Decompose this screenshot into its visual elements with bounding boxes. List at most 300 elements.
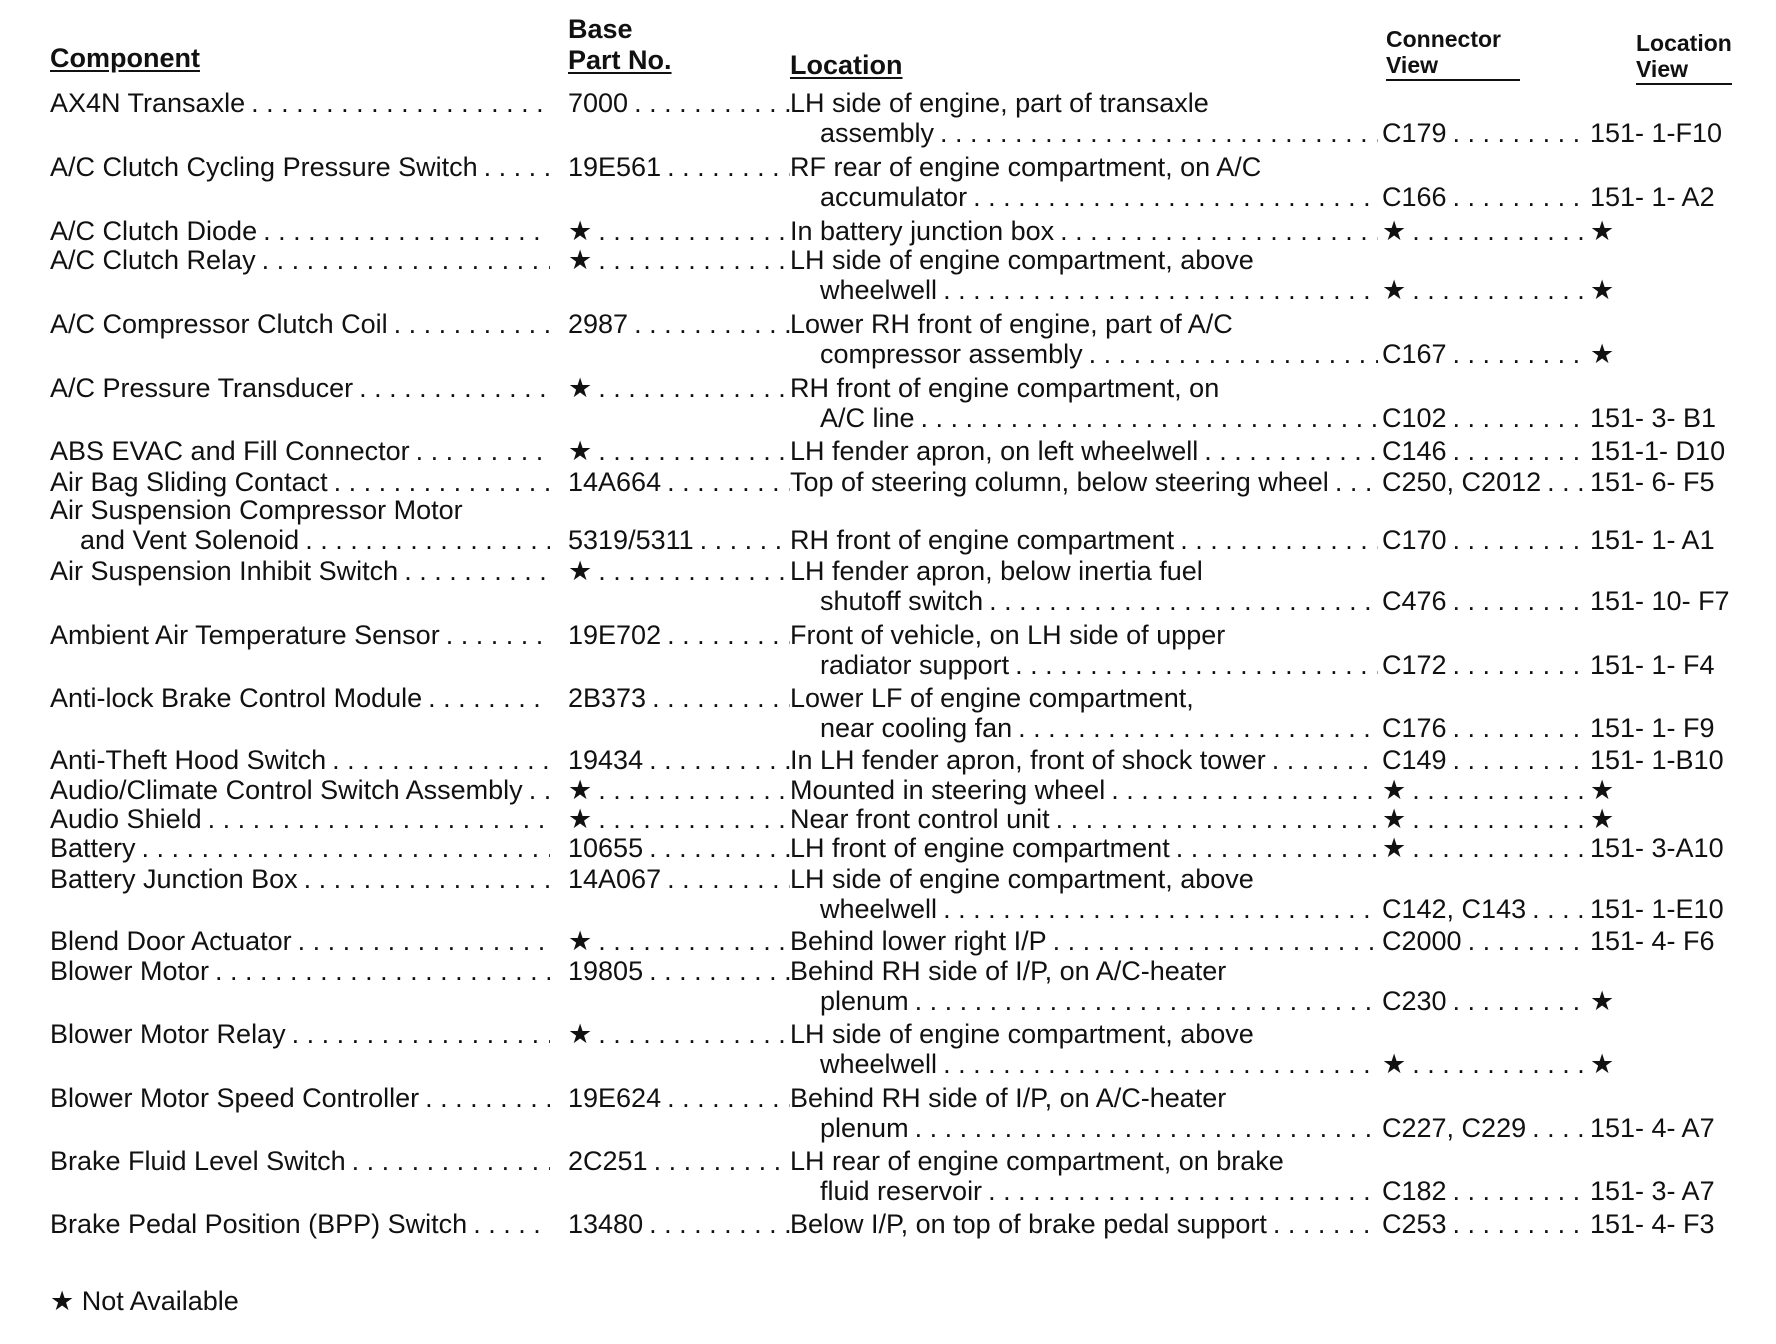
cell-part xyxy=(568,554,790,588)
cell-location xyxy=(790,1081,1378,1115)
cell-view xyxy=(1590,523,1776,557)
cell-text: RF rear of engine compartment, on A/C xyxy=(790,152,1262,182)
cell-text: plenum xyxy=(820,986,909,1016)
cell-text: C253 xyxy=(1382,1209,1447,1239)
cell-text: Audio/Climate Control Switch Assembly xyxy=(50,775,523,805)
cell-connector xyxy=(1382,180,1584,214)
cell-view xyxy=(1590,180,1776,214)
dot-leader xyxy=(694,523,790,557)
cell-text: 10655 xyxy=(568,833,644,863)
cell-location xyxy=(790,465,1378,499)
dot-leader xyxy=(1406,273,1584,307)
cell-text: RH front of engine compartment, on xyxy=(790,373,1220,403)
cell-location xyxy=(790,1207,1378,1241)
cell-connector xyxy=(1382,434,1584,468)
header-location-view-label-2: View xyxy=(1636,56,1732,84)
dot-leader xyxy=(1447,401,1584,435)
cell-text: ★ xyxy=(568,926,593,956)
cell-text: 151- 10- F7 xyxy=(1590,586,1730,616)
cell-part xyxy=(568,681,790,715)
cell-text: Brake Fluid Level Switch xyxy=(50,1146,346,1176)
cell-text: 151- 1- A1 xyxy=(1590,525,1715,555)
cell-location xyxy=(790,86,1378,120)
cell-connector xyxy=(1382,273,1584,307)
cell-location xyxy=(820,892,1378,926)
cell-view xyxy=(1590,1207,1776,1241)
cell-location xyxy=(790,831,1378,865)
cell-connector xyxy=(1382,1207,1584,1241)
dot-leader xyxy=(245,86,550,120)
dot-leader xyxy=(1447,1207,1584,1241)
dot-leader xyxy=(256,243,550,277)
dot-leader xyxy=(909,1111,1378,1145)
cell-text: C170 xyxy=(1382,525,1447,555)
cell-text: 19E624 xyxy=(568,1083,662,1113)
cell-text: ★ xyxy=(1590,775,1615,805)
cell-text: ★ xyxy=(1590,986,1615,1016)
cell-text: C142, C143 xyxy=(1382,894,1527,924)
cell-text: 151- 1- F9 xyxy=(1590,713,1715,743)
cell-text: Below I/P, on top of brake pedal support xyxy=(790,1209,1267,1239)
cell-text: AX4N Transaxle xyxy=(50,88,246,118)
cell-component xyxy=(50,1017,550,1051)
dot-leader xyxy=(937,892,1378,926)
dot-leader xyxy=(1266,743,1378,777)
cell-text: near cooling fan xyxy=(820,713,1013,743)
cell-view xyxy=(1590,1174,1776,1208)
dot-leader xyxy=(661,618,790,652)
cell-connector xyxy=(1382,1111,1584,1145)
dot-leader xyxy=(467,1207,550,1241)
cell-component xyxy=(80,523,550,557)
cell-location xyxy=(790,150,1378,184)
cell-component xyxy=(50,1144,550,1178)
cell-location xyxy=(820,116,1378,150)
dot-leader xyxy=(1012,711,1378,745)
dot-leader xyxy=(419,1081,550,1115)
cell-text: ★ xyxy=(568,436,593,466)
cell-location xyxy=(820,1111,1378,1145)
cell-text: Lower LF of engine compartment, xyxy=(790,683,1194,713)
cell-text: Mounted in steering wheel xyxy=(790,775,1106,805)
cell-connector xyxy=(1382,831,1584,865)
cell-text: Front of vehicle, on LH side of upper xyxy=(790,620,1226,650)
cell-text: Blower Motor Speed Controller xyxy=(50,1083,420,1113)
cell-text: Blower Motor xyxy=(50,956,210,986)
cell-text: C476 xyxy=(1382,586,1447,616)
cell-text: 151- 6- F5 xyxy=(1590,467,1715,497)
dot-leader xyxy=(592,924,790,958)
cell-text: C102 xyxy=(1382,403,1447,433)
cell-connector xyxy=(1382,401,1584,435)
cell-location xyxy=(820,273,1378,307)
cell-part xyxy=(568,307,790,341)
dot-leader xyxy=(648,1144,790,1178)
cell-view xyxy=(1590,337,1776,371)
cell-connector xyxy=(1382,584,1584,618)
cell-text: 19E702 xyxy=(568,620,662,650)
cell-part xyxy=(568,1081,790,1115)
cell-text: C166 xyxy=(1382,182,1447,212)
cell-component xyxy=(50,307,550,341)
dot-leader xyxy=(1447,434,1584,468)
dot-leader xyxy=(1447,180,1584,214)
cell-text: 151- 1- F4 xyxy=(1590,650,1715,680)
cell-text: 151- 4- A7 xyxy=(1590,1113,1715,1143)
cell-part xyxy=(568,618,790,652)
cell-text: Ambient Air Temperature Sensor xyxy=(50,620,440,650)
cell-text: ★ xyxy=(568,216,593,246)
dot-leader xyxy=(1406,831,1584,865)
cell-part xyxy=(568,465,790,499)
cell-view xyxy=(1590,401,1776,435)
cell-part xyxy=(568,862,790,896)
cell-view xyxy=(1590,924,1776,958)
cell-text: ★ xyxy=(1382,833,1407,863)
cell-text: 151- 3-A10 xyxy=(1590,833,1724,863)
cell-text: ★ xyxy=(568,245,593,275)
cell-component xyxy=(50,862,550,896)
cell-text: Anti-Theft Hood Switch xyxy=(50,745,327,775)
cell-part xyxy=(568,150,790,184)
cell-view xyxy=(1590,116,1776,150)
dot-leader xyxy=(1406,214,1584,248)
cell-location xyxy=(790,1144,1378,1178)
cell-text: fluid reservoir xyxy=(820,1176,983,1206)
cell-text: LH front of engine compartment xyxy=(790,833,1170,863)
cell-part xyxy=(568,924,790,958)
cell-location xyxy=(820,711,1378,745)
cell-text: C172 xyxy=(1382,650,1447,680)
cell-text: LH side of engine compartment, above xyxy=(790,864,1254,894)
dot-leader xyxy=(661,1081,790,1115)
cell-text: ★ xyxy=(1590,339,1615,369)
cell-location xyxy=(790,681,1378,715)
dot-leader xyxy=(286,1017,550,1051)
cell-text: 151- 1-E10 xyxy=(1590,894,1724,924)
dot-leader xyxy=(298,862,550,896)
dot-leader xyxy=(299,523,550,557)
dot-leader xyxy=(478,150,550,184)
cell-view xyxy=(1590,648,1776,682)
cell-view xyxy=(1590,831,1776,865)
cell-text: A/C line xyxy=(820,403,915,433)
cell-location xyxy=(790,618,1378,652)
cell-text: C182 xyxy=(1382,1176,1447,1206)
cell-text: ★ xyxy=(1590,216,1615,246)
cell-text: LH side of engine compartment, above xyxy=(790,1019,1254,1049)
dot-leader xyxy=(661,465,790,499)
cell-location xyxy=(790,307,1378,341)
cell-text: 2987 xyxy=(568,309,629,339)
cell-component xyxy=(50,86,550,120)
cell-part xyxy=(568,86,790,120)
dot-leader xyxy=(1541,465,1584,499)
cell-text: wheelwell xyxy=(820,275,938,305)
cell-view xyxy=(1590,465,1776,499)
cell-text: A/C Compressor Clutch Coil xyxy=(50,309,388,339)
cell-location xyxy=(790,523,1378,557)
dot-leader xyxy=(440,618,550,652)
header-location-view-label-1: Location xyxy=(1636,30,1732,56)
cell-text: Behind RH side of I/P, on A/C-heater xyxy=(790,1083,1227,1113)
cell-text: wheelwell xyxy=(820,894,938,924)
cell-component xyxy=(50,493,550,527)
dot-leader xyxy=(353,371,550,405)
cell-text: RH front of engine compartment xyxy=(790,525,1175,555)
dot-leader xyxy=(1447,648,1584,682)
cell-connector xyxy=(1382,648,1584,682)
cell-text: Brake Pedal Position (BPP) Switch xyxy=(50,1209,468,1239)
cell-component xyxy=(50,434,550,468)
cell-text: and Vent Solenoid xyxy=(80,525,300,555)
cell-text: C149 xyxy=(1382,745,1447,775)
dot-leader xyxy=(1174,523,1378,557)
dot-leader xyxy=(592,371,790,405)
cell-text: LH side of engine compartment, above xyxy=(790,245,1254,275)
cell-text: 2C251 xyxy=(568,1146,648,1176)
cell-text: ★ xyxy=(1382,775,1407,805)
cell-view xyxy=(1590,711,1776,745)
cell-text: LH fender apron, below inertia fuel xyxy=(790,556,1203,586)
cell-text: C179 xyxy=(1382,118,1447,148)
cell-part xyxy=(568,954,790,988)
header-connector-label: Connector xyxy=(1386,26,1501,52)
cell-text: ★ xyxy=(1590,1049,1615,1079)
cell-text: A/C Pressure Transducer xyxy=(50,373,354,403)
cell-component xyxy=(50,743,550,777)
cell-text: ★ xyxy=(568,373,593,403)
dot-leader xyxy=(661,150,790,184)
cell-text: 2B373 xyxy=(568,683,647,713)
cell-part xyxy=(568,371,790,405)
cell-component xyxy=(50,924,550,958)
dot-leader xyxy=(422,681,550,715)
cell-text: C250, C2012 xyxy=(1382,467,1542,497)
dot-leader xyxy=(643,743,790,777)
dot-leader xyxy=(628,86,790,120)
cell-connector xyxy=(1382,743,1584,777)
dot-leader xyxy=(643,831,790,865)
cell-text: Battery Junction Box xyxy=(50,864,298,894)
cell-connector xyxy=(1382,1047,1584,1081)
cell-text: LH rear of engine compartment, on brake xyxy=(790,1146,1284,1176)
cell-text: ★ xyxy=(1590,804,1615,834)
footnote: ★ Not Available xyxy=(50,1286,239,1316)
cell-text: shutoff switch xyxy=(820,586,984,616)
cell-connector xyxy=(1382,214,1584,248)
cell-text: C230 xyxy=(1382,986,1447,1016)
cell-text: Battery xyxy=(50,833,136,863)
cell-text: 151- 4- F6 xyxy=(1590,926,1715,956)
cell-connector xyxy=(1382,523,1584,557)
cell-location xyxy=(790,954,1378,988)
cell-connector xyxy=(1382,465,1584,499)
cell-text: wheelwell xyxy=(820,1049,938,1079)
dot-leader xyxy=(1047,924,1378,958)
cell-text: ★ xyxy=(568,1019,593,1049)
dot-leader xyxy=(1267,1207,1378,1241)
cell-connector xyxy=(1382,924,1584,958)
cell-text: Behind RH side of I/P, on A/C-heater xyxy=(790,956,1227,986)
dot-leader xyxy=(643,1207,790,1241)
cell-text: 19805 xyxy=(568,956,644,986)
dot-leader xyxy=(1198,434,1378,468)
cell-view xyxy=(1590,1047,1776,1081)
dot-leader xyxy=(643,954,790,988)
cell-connector xyxy=(1382,116,1584,150)
dot-leader xyxy=(1447,584,1584,618)
dot-leader xyxy=(1009,648,1378,682)
header-location-label: Location xyxy=(790,50,903,80)
cell-location xyxy=(790,862,1378,896)
cell-text: ABS EVAC and Fill Connector xyxy=(50,436,410,466)
cell-text: ★ xyxy=(1382,804,1407,834)
cell-location xyxy=(820,1174,1378,1208)
dot-leader xyxy=(1447,116,1584,150)
dot-leader xyxy=(388,307,550,341)
cell-text: LH side of engine, part of transaxle xyxy=(790,88,1209,118)
cell-location xyxy=(820,648,1378,682)
dot-leader xyxy=(915,401,1378,435)
dot-leader xyxy=(136,831,550,865)
cell-text: 151- 3- B1 xyxy=(1590,403,1717,433)
dot-leader xyxy=(628,307,790,341)
dot-leader xyxy=(326,743,550,777)
dot-leader xyxy=(909,984,1378,1018)
dot-leader xyxy=(937,273,1378,307)
cell-text: C167 xyxy=(1382,339,1447,369)
dot-leader xyxy=(410,434,550,468)
cell-view xyxy=(1590,743,1776,777)
cell-location xyxy=(790,243,1378,277)
cell-part xyxy=(568,1017,790,1051)
cell-text: Air Suspension Inhibit Switch xyxy=(50,556,399,586)
dot-leader xyxy=(592,434,790,468)
cell-location xyxy=(790,554,1378,588)
cell-text: 13480 xyxy=(568,1209,644,1239)
cell-text: Near front control unit xyxy=(790,804,1050,834)
dot-leader xyxy=(983,584,1378,618)
cell-location xyxy=(820,584,1378,618)
cell-component xyxy=(50,1207,550,1241)
cell-component xyxy=(50,954,550,988)
cell-text: Blower Motor Relay xyxy=(50,1019,286,1049)
cell-location xyxy=(820,180,1378,214)
cell-component xyxy=(50,554,550,588)
cell-text: A/C Clutch Relay xyxy=(50,245,256,275)
cell-component xyxy=(50,371,550,405)
cell-text: Anti-lock Brake Control Module xyxy=(50,683,423,713)
cell-text: 151- 4- F3 xyxy=(1590,1209,1715,1239)
cell-view xyxy=(1590,273,1776,307)
cell-text: LH fender apron, on left wheelwell xyxy=(790,436,1199,466)
cell-component xyxy=(50,618,550,652)
cell-text: 19E561 xyxy=(568,152,662,182)
dot-leader xyxy=(1083,337,1378,371)
dot-leader xyxy=(398,554,550,588)
cell-location xyxy=(790,1017,1378,1051)
cell-text: ★ xyxy=(1382,1049,1407,1079)
dot-leader xyxy=(937,1047,1378,1081)
cell-part xyxy=(568,831,790,865)
cell-text: ★ xyxy=(1382,216,1407,246)
cell-text: 14A664 xyxy=(568,467,662,497)
header-base-label: Base xyxy=(568,14,633,44)
cell-text: ★ xyxy=(1382,275,1407,305)
cell-text: plenum xyxy=(820,1113,909,1143)
cell-connector xyxy=(1382,337,1584,371)
cell-text: Air Bag Sliding Contact xyxy=(50,467,328,497)
dot-leader xyxy=(1447,743,1584,777)
cell-text: Air Suspension Compressor Motor xyxy=(50,495,463,525)
cell-location xyxy=(790,371,1378,405)
dot-leader xyxy=(1526,892,1584,926)
cell-part xyxy=(568,523,790,557)
cell-location xyxy=(820,984,1378,1018)
cell-connector xyxy=(1382,984,1584,1018)
cell-part xyxy=(568,1144,790,1178)
cell-text: C227, C229 xyxy=(1382,1113,1527,1143)
cell-text: assembly xyxy=(820,118,935,148)
cell-view xyxy=(1590,584,1776,618)
cell-text: A/C Clutch Cycling Pressure Switch xyxy=(50,152,478,182)
cell-text: ★ xyxy=(568,775,593,805)
cell-text: ★ xyxy=(568,804,593,834)
cell-text: C146 xyxy=(1382,436,1447,466)
cell-text: Audio Shield xyxy=(50,804,202,834)
header-connector-view-label: View xyxy=(1386,52,1520,80)
cell-component xyxy=(50,681,550,715)
cell-text: C176 xyxy=(1382,713,1447,743)
cell-location xyxy=(790,924,1378,958)
cell-text: 7000 xyxy=(568,88,629,118)
cell-component xyxy=(50,1081,550,1115)
dot-leader xyxy=(1447,523,1584,557)
dot-leader xyxy=(1447,711,1584,745)
cell-text: 151-1- D10 xyxy=(1590,436,1726,466)
cell-location xyxy=(790,743,1378,777)
dot-leader xyxy=(592,243,790,277)
header-part-no-label: Part No. xyxy=(568,45,672,76)
cell-part xyxy=(568,243,790,277)
cell-part xyxy=(568,434,790,468)
cell-text: Behind lower right I/P xyxy=(790,926,1047,956)
cell-text: Blend Door Actuator xyxy=(50,926,292,956)
cell-part xyxy=(568,743,790,777)
cell-view xyxy=(1590,892,1776,926)
dot-leader xyxy=(209,954,550,988)
cell-text: 14A067 xyxy=(568,864,662,894)
cell-component xyxy=(50,243,550,277)
cell-text: 151- 1-F10 xyxy=(1590,118,1723,148)
cell-text: 151- 1-B10 xyxy=(1590,745,1724,775)
cell-text: ★ xyxy=(568,556,593,586)
cell-text: C2000 xyxy=(1382,926,1462,956)
dot-leader xyxy=(661,862,790,896)
dot-leader xyxy=(292,924,550,958)
cell-text: compressor assembly xyxy=(820,339,1083,369)
cell-location xyxy=(820,401,1378,435)
cell-location xyxy=(820,1047,1378,1081)
dot-leader xyxy=(1462,924,1584,958)
cell-text: 151- 3- A7 xyxy=(1590,1176,1715,1206)
cell-text: 19434 xyxy=(568,745,644,775)
dot-leader xyxy=(1526,1111,1584,1145)
cell-location xyxy=(790,434,1378,468)
cell-text: 151- 1- A2 xyxy=(1590,182,1715,212)
cell-view xyxy=(1590,984,1776,1018)
